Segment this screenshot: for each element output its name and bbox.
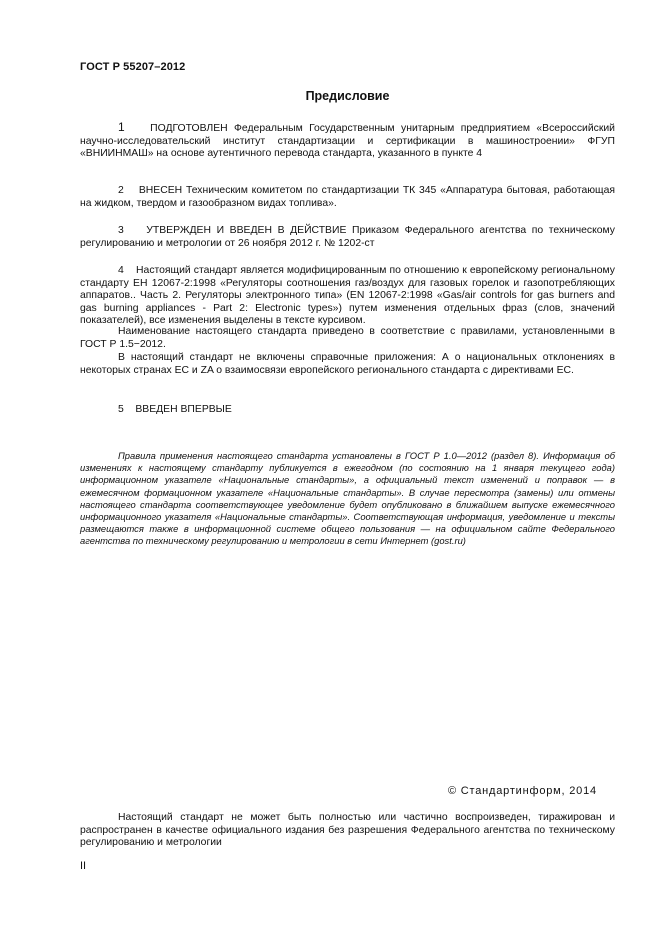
application-rules-note: Правила применения настоящего стандарта установлены в ГОСТ Р 1.0—2012 (раздел 8). Информация об изменениях к настоящему стандарту публикуется в ежегодном (по состоянию на 1 января текущего года) информационном указателе «Национальные стандарты», а официальный текст изменений и поправок — в ежемесячном формационном указателе «Национальные стандарты». В случае пересмотра (замены) или отмены настоящего стандарта соответствующее уведомление будет опубликовано в ближайшем выпуске ежемесячного информационного указателя «Национальные стандарты». Соответствующая информация, уведомление и тексты размещаются также в информационной системе общего пользования — на официальном сайте Федерального агентства по техническому регулированию и метрологии в сети Интернет (gost.ru) — [80, 450, 615, 547]
item-number: 3 — [118, 225, 124, 236]
item-text: ПОДГОТОВЛЕН Федеральным Государственным унитарным предприятием «Всероссийский научно-исследовательский институт стандартизации и сертификации в машиностроении» ФГУП «ВНИИНМАШ» на основе аутентичного перевода стандарта, указанного в пункте 4 — [80, 123, 615, 159]
foreword-item-5 — [80, 404, 615, 417]
item-text: Настоящий стандарт является модифицированным по отношению к европейскому региональному стандарту ЕН 12067-2:1998 «Регуляторы соотношения газ/воздух для газовых горелок и газопотребляющих аппаратов.. Часть 2. Регуляторы электронного типа» (EN 12067-2:1998 «Gas/air controls for gas burners and gas burning appliances - Part 2: Electronic types») путем изменения отдельных фраз (слов, значений показателей), все изменения выделены в тексте курсивом. — [80, 265, 615, 326]
foreword-item-2 — [80, 185, 615, 210]
copyright-notice: © Стандартинформ, 2014 — [448, 785, 597, 797]
foreword-item-4-name — [80, 326, 615, 351]
item-number: 5 — [118, 404, 124, 415]
item-number: 1 — [118, 120, 125, 134]
foreword-item-4-appendices — [80, 352, 615, 377]
page-title: Предисловие — [305, 89, 390, 103]
standard-header: ГОСТ Р 55207–2012 — [80, 61, 186, 73]
item-text: В настоящий стандарт не включены справочные приложения: А о национальных отклонениях в некоторых странах ЕС и ZA о взаимосвязи европейского регионального стандарта с директивами ЕС. — [80, 352, 615, 376]
page-number: II — [80, 860, 87, 872]
foreword-item-3 — [80, 225, 615, 250]
item-number: 2 — [118, 185, 124, 196]
foreword-item-4 — [80, 265, 615, 328]
item-text: УТВЕРЖДЕН И ВВЕДЕН В ДЕЙСТВИЕ Приказом Федерального агентства по техническому регулированию и метрологии от 26 ноября 2012 г. № 1202-ст — [80, 225, 615, 249]
item-text: ВНЕСЕН Техническим комитетом по стандартизации ТК 345 «Аппаратура бытовая, работающая на жидком, твердом и газообразном видах топлива». — [80, 185, 615, 209]
item-number: 4 — [118, 265, 124, 276]
foreword-item-1 — [80, 121, 615, 161]
reproduction-notice: Настоящий стандарт не может быть полностью или частично воспроизведен, тиражирован и распространен в качестве официального издания без разрешения Федерального агентства по техническому регулированию и метрологии — [80, 812, 615, 848]
item-text: ВВЕДЕН ВПЕРВЫЕ — [135, 404, 232, 415]
item-text: Наименование настоящего стандарта приведено в соответствие с правилами, установленными в ГОСТ Р 1.5−2012. — [80, 326, 615, 350]
